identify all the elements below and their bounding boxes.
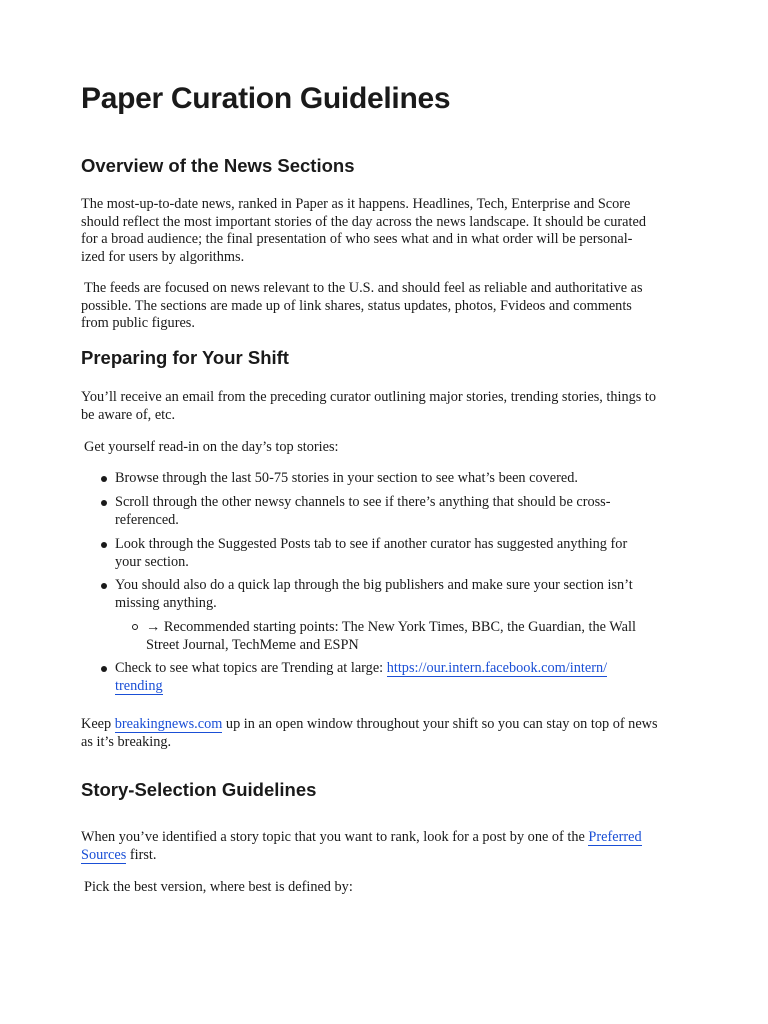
section-heading-story-selection: Story-Selection Guidelines — [81, 779, 317, 800]
text-line: You should also do a quick lap through the big publishers and make sure your section isn’t — [115, 577, 633, 593]
section-heading-overview: Overview of the News Sections — [81, 155, 355, 176]
text-line: missing anything. — [115, 594, 217, 611]
text-line — [115, 660, 607, 678]
section-heading-preparing: Preparing for Your Shift — [81, 347, 289, 368]
story-selection-text: When you’ve identified a story topic that you want to rank, look for a post by one of the — [81, 829, 589, 845]
story-selection-paragraph-1 — [81, 829, 691, 864]
text-line: Browse through the last 50-75 stories in your section to see what’s been covered. — [115, 470, 578, 486]
text-line: referenced. — [115, 511, 179, 528]
text-line: The feeds are focused on news relevant to the U.S. and should feel as reliable and authoritative as — [84, 280, 643, 296]
bullet-icon — [101, 476, 107, 482]
preparing-paragraph-2: Get yourself read-in on the day’s top stories: — [84, 439, 339, 455]
text-line: Street Journal, TechMeme and ESPN — [146, 636, 359, 653]
text-line: as it’s breaking. — [81, 733, 172, 750]
text-line: for a broad audience; the final presentation of who sees what and in what order will be personal- — [81, 231, 633, 248]
breakingnews-link[interactable]: breakingnews.com — [114, 716, 223, 732]
trending-link[interactable]: https://our.intern.facebook.com/intern/ — [386, 660, 608, 676]
hollow-bullet-icon — [132, 624, 138, 630]
page-title: Paper Curation Guidelines — [81, 82, 451, 115]
preferred-sources-link[interactable]: Preferred — [588, 829, 642, 845]
overview-paragraph-1 — [81, 196, 691, 266]
text-line: ized for users by algorithms. — [81, 248, 245, 265]
bullet-icon — [101, 500, 107, 506]
preferred-sources-link-continued[interactable]: Sources — [81, 846, 127, 863]
preparing-paragraph-1 — [81, 389, 691, 424]
text-line — [115, 678, 607, 696]
text-line: → Recommended starting points: The New York Times, BBC, the Guardian, the Wall — [146, 619, 636, 635]
keep-text: up in an open window throughout your shift so you can stay on top of news — [222, 716, 658, 732]
bullet-icon — [101, 583, 107, 589]
text-line — [81, 716, 691, 734]
bullet-icon — [101, 666, 107, 672]
trending-link-continued[interactable]: trending — [115, 677, 163, 694]
story-selection-paragraph-2: Pick the best version, where best is defined by: — [84, 879, 353, 895]
text-line — [81, 847, 691, 865]
text-line: Scroll through the other newsy channels to see if there’s anything that should be cross- — [115, 494, 611, 510]
text-line: should reflect the most important stories of the day across the news landscape. It should be curated — [81, 213, 646, 230]
text-line: your section. — [115, 553, 189, 570]
text-line: The most-up-to-date news, ranked in Paper as it happens. Headlines, Tech, Enterprise and Score — [81, 196, 631, 212]
text-line — [81, 829, 691, 847]
text-line: You’ll receive an email from the preceding curator outlining major stories, trending stories, things to — [81, 389, 657, 405]
bullet-icon — [101, 542, 107, 548]
text-line: from public figures. — [81, 315, 195, 332]
keep-paragraph — [81, 716, 691, 751]
overview-paragraph-2 — [81, 280, 694, 333]
first-text: first. — [126, 846, 157, 863]
trending-label: Check to see what topics are Trending at large: — [115, 660, 387, 676]
text-line: Look through the Suggested Posts tab to see if another curator has suggested anything for — [115, 536, 628, 552]
keep-label: Keep — [81, 716, 115, 732]
text-line: be aware of, etc. — [81, 406, 176, 423]
text-line: possible. The sections are made up of link shares, status updates, photos, Fvideos and comments — [81, 297, 632, 314]
